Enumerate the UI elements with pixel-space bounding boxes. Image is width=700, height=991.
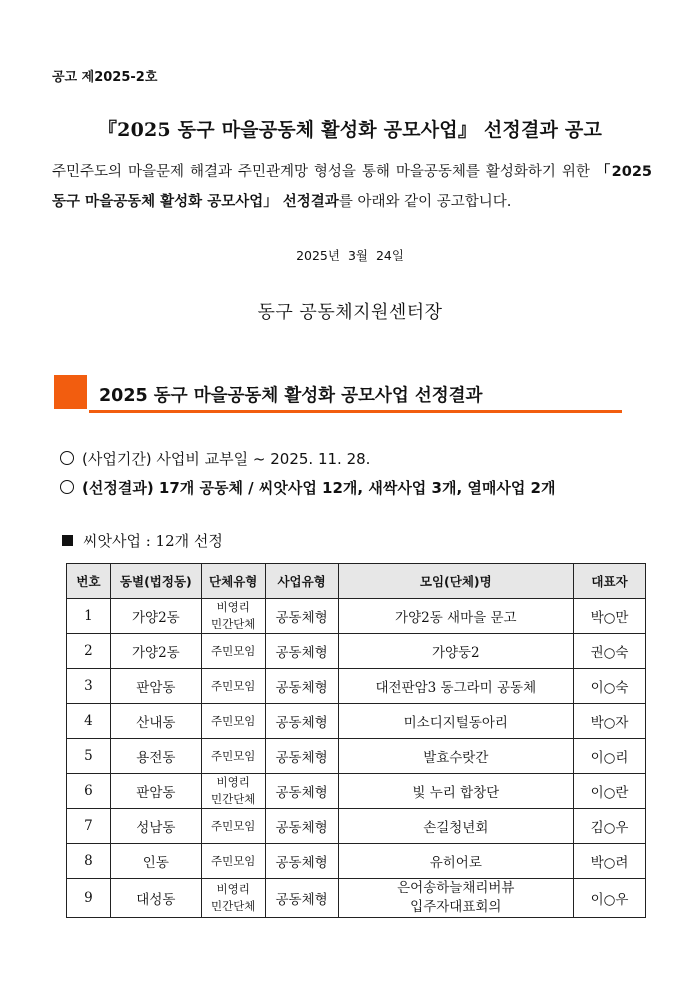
cell-representative: 박○려 [574, 844, 646, 879]
table-row [67, 844, 646, 879]
cell-representative: 이○란 [574, 774, 646, 809]
document-title: 『2025 동구 마을공동체 활성화 공모사업』 선정결과 공고 [97, 119, 603, 141]
header-cell: 번호 [67, 564, 111, 599]
cell-group-name [338, 599, 574, 634]
header-cell: 대표자 [574, 564, 646, 599]
table-row [67, 634, 646, 669]
selection-table [66, 563, 646, 918]
bullet-period [60, 448, 370, 469]
section-underline [89, 410, 622, 413]
org-type-line: 주민모임 [210, 853, 256, 868]
cell-dong: 대성동 [110, 879, 201, 918]
org-type-line: 비영리 [216, 775, 250, 789]
subsection-title: 씨앗사업 : 12개 선정 [83, 532, 223, 550]
group-name-line: 은어송하늘채리버뷰 [397, 880, 515, 896]
org-type-line: 주민모임 [210, 818, 256, 833]
cell-representative: 이○숙 [574, 669, 646, 704]
cell-group-name [338, 739, 574, 774]
circle-bullet-icon [60, 480, 74, 494]
cell-org-type [201, 879, 265, 918]
announcement-date: 2025년 3월 24일 [296, 248, 404, 263]
intro-paragraph [52, 157, 652, 217]
group-name-line: 유히어로 [429, 855, 482, 871]
group-name-line: 입주자대표회의 [410, 899, 502, 915]
org-type-line: 주민모임 [210, 713, 256, 728]
cell-dong: 용전동 [110, 739, 201, 774]
cell-org-type [201, 774, 265, 809]
section-title: 2025 동구 마을공동체 활성화 공모사업 선정결과 [99, 386, 483, 406]
cell-org-type [201, 844, 265, 879]
cell-representative: 박○만 [574, 599, 646, 634]
header-cell: 단체유형 [201, 564, 265, 599]
subsection-heading [62, 530, 223, 551]
cell-org-type [201, 704, 265, 739]
cell-group-name [338, 879, 574, 918]
intro-text-after: 를 아래와 같이 공고합니다. [338, 194, 512, 210]
cell-number: 8 [67, 844, 111, 879]
cell-number: 2 [67, 634, 111, 669]
cell-group-name [338, 669, 574, 704]
cell-biz-type: 공동체형 [265, 739, 338, 774]
org-type-line: 주민모임 [210, 678, 256, 693]
header-cell: 모임(단체)명 [338, 564, 574, 599]
group-name-line: 빛 누리 합창단 [412, 785, 500, 801]
org-type-line: 비영리 [216, 882, 250, 896]
section-marker-square [54, 375, 87, 409]
header-cell: 사업유형 [265, 564, 338, 599]
cell-dong: 산내동 [110, 704, 201, 739]
group-name-line: 손길청년회 [423, 820, 489, 836]
document-number: 공고 제2025-2호 [52, 70, 158, 85]
cell-group-name [338, 844, 574, 879]
cell-biz-type: 공동체형 [265, 704, 338, 739]
bullet-text: (사업기간) 사업비 교부일 ~ 2025. 11. 28. [82, 450, 371, 468]
cell-representative: 김○우 [574, 809, 646, 844]
circle-bullet-icon [60, 451, 74, 465]
cell-number: 4 [67, 704, 111, 739]
table-row [67, 669, 646, 704]
cell-number: 5 [67, 739, 111, 774]
cell-group-name [338, 809, 574, 844]
cell-dong: 판암동 [110, 774, 201, 809]
cell-representative: 이○우 [574, 879, 646, 918]
table-row [67, 774, 646, 809]
cell-dong: 가양2동 [110, 634, 201, 669]
cell-representative: 이○리 [574, 739, 646, 774]
org-type-line: 민간단체 [210, 617, 256, 631]
cell-number: 7 [67, 809, 111, 844]
signer: 동구 공동체지원센터장 [257, 302, 443, 323]
cell-dong: 판암동 [110, 669, 201, 704]
bullet-text: (선정결과) 17개 공동체 / 씨앗사업 12개, 새싹사업 3개, 열매사업 2개 [82, 479, 556, 497]
cell-dong: 인동 [110, 844, 201, 879]
org-type-line: 주민모임 [210, 643, 256, 658]
cell-org-type [201, 634, 265, 669]
cell-org-type [201, 809, 265, 844]
cell-group-name [338, 774, 574, 809]
group-name-line: 미소디지털동아리 [403, 715, 508, 731]
cell-biz-type: 공동체형 [265, 809, 338, 844]
bullet-result [60, 477, 555, 498]
cell-biz-type: 공동체형 [265, 634, 338, 669]
intro-text-bold: 「2025 동구 마을공동체 활성화 공모사업」 선정결과 [52, 164, 652, 210]
cell-number: 6 [67, 774, 111, 809]
cell-dong: 가양2동 [110, 599, 201, 634]
table-row [67, 599, 646, 634]
cell-representative: 박○자 [574, 704, 646, 739]
cell-org-type [201, 669, 265, 704]
table-body [67, 599, 646, 918]
cell-biz-type: 공동체형 [265, 879, 338, 918]
org-type-line: 비영리 [216, 600, 250, 614]
table-row [67, 879, 646, 918]
square-bullet-icon [62, 535, 73, 546]
cell-dong: 성남동 [110, 809, 201, 844]
intro-text-before: 주민주도의 마을문제 해결과 주민관계망 형성을 통해 마을공동체를 활성화하기 위한 [52, 164, 596, 180]
group-name-line: 대전판암3 동그라미 공동체 [375, 680, 537, 696]
cell-number: 3 [67, 669, 111, 704]
cell-biz-type: 공동체형 [265, 774, 338, 809]
header-cell: 동별(법정동) [110, 564, 201, 599]
cell-representative: 권○숙 [574, 634, 646, 669]
cell-biz-type: 공동체형 [265, 844, 338, 879]
cell-org-type [201, 599, 265, 634]
table-row [67, 809, 646, 844]
group-name-line: 가양둥2 [431, 645, 480, 661]
cell-biz-type: 공동체형 [265, 669, 338, 704]
group-name-line: 발효수랏간 [423, 750, 489, 766]
section-header [54, 373, 622, 415]
group-name-line: 가양2동 새마을 문고 [395, 610, 517, 626]
table-row [67, 704, 646, 739]
cell-group-name [338, 704, 574, 739]
cell-number: 9 [67, 879, 111, 918]
org-type-line: 민간단체 [210, 899, 256, 913]
cell-number: 1 [67, 599, 111, 634]
cell-biz-type: 공동체형 [265, 599, 338, 634]
table-header-row [67, 564, 646, 599]
table-row [67, 739, 646, 774]
cell-org-type [201, 739, 265, 774]
org-type-line: 민간단체 [210, 792, 256, 806]
org-type-line: 주민모임 [210, 748, 256, 763]
cell-group-name [338, 634, 574, 669]
